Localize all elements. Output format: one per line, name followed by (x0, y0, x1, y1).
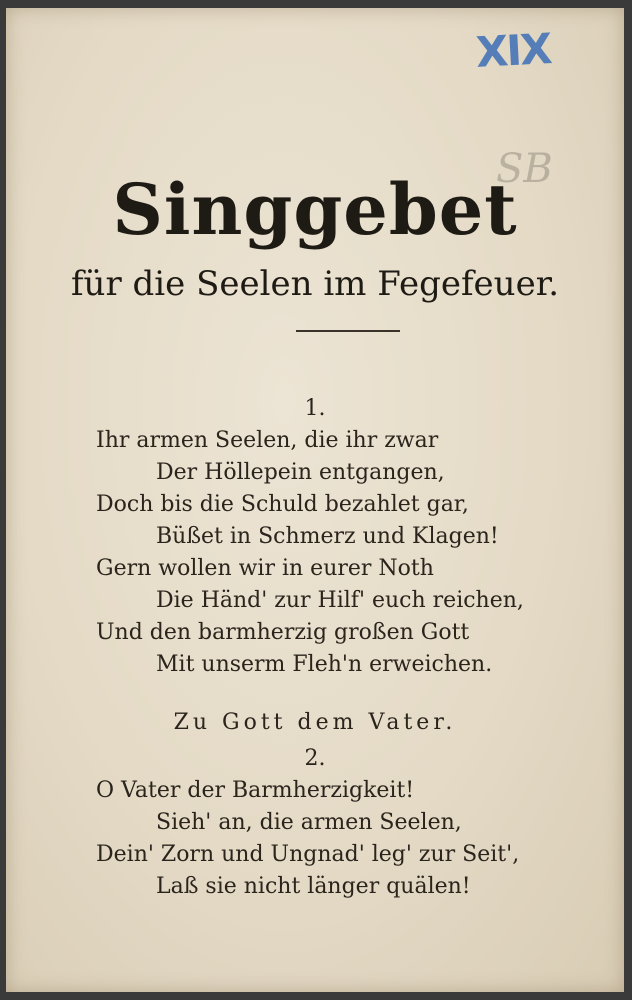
library-stamp: XIX (474, 24, 552, 77)
verse-line: Büßet in Schmerz und Klagen! (156, 524, 499, 549)
verse-line: Dein' Zorn und Ungnad' leg' zur Seit', (96, 842, 520, 867)
verse-line: Und den barmherzig großen Gott (96, 620, 470, 645)
verse-line: Doch bis die Schuld bezahlet gar, (96, 492, 469, 517)
section-heading: Zu Gott dem Vater. (173, 710, 457, 735)
verse-line: Gern wollen wir in eurer Noth (96, 556, 434, 581)
page-subtitle: für die Seelen im Fegefeuer. (70, 264, 560, 304)
title-divider (296, 330, 400, 332)
stanza-number: 1. (304, 396, 326, 421)
verse-line: Sieh' an, die armen Seelen, (156, 810, 462, 835)
verse-line: Die Händ' zur Hilf' euch reichen, (156, 588, 524, 613)
verse-line: O Vater der Barmherzigkeit! (96, 778, 415, 803)
page-title: Singgebet (112, 168, 518, 251)
verse-line: Ihr armen Seelen, die ihr zwar (96, 428, 439, 453)
verse-line: Laß sie nicht länger quälen! (156, 874, 471, 899)
verse-line: Der Höllepein entgangen, (156, 460, 445, 485)
pencil-mark: SB (496, 146, 553, 192)
verse-line: Mit unserm Fleh'n erweichen. (156, 652, 493, 677)
stanza-number: 2. (304, 746, 326, 771)
document-page (6, 8, 624, 992)
